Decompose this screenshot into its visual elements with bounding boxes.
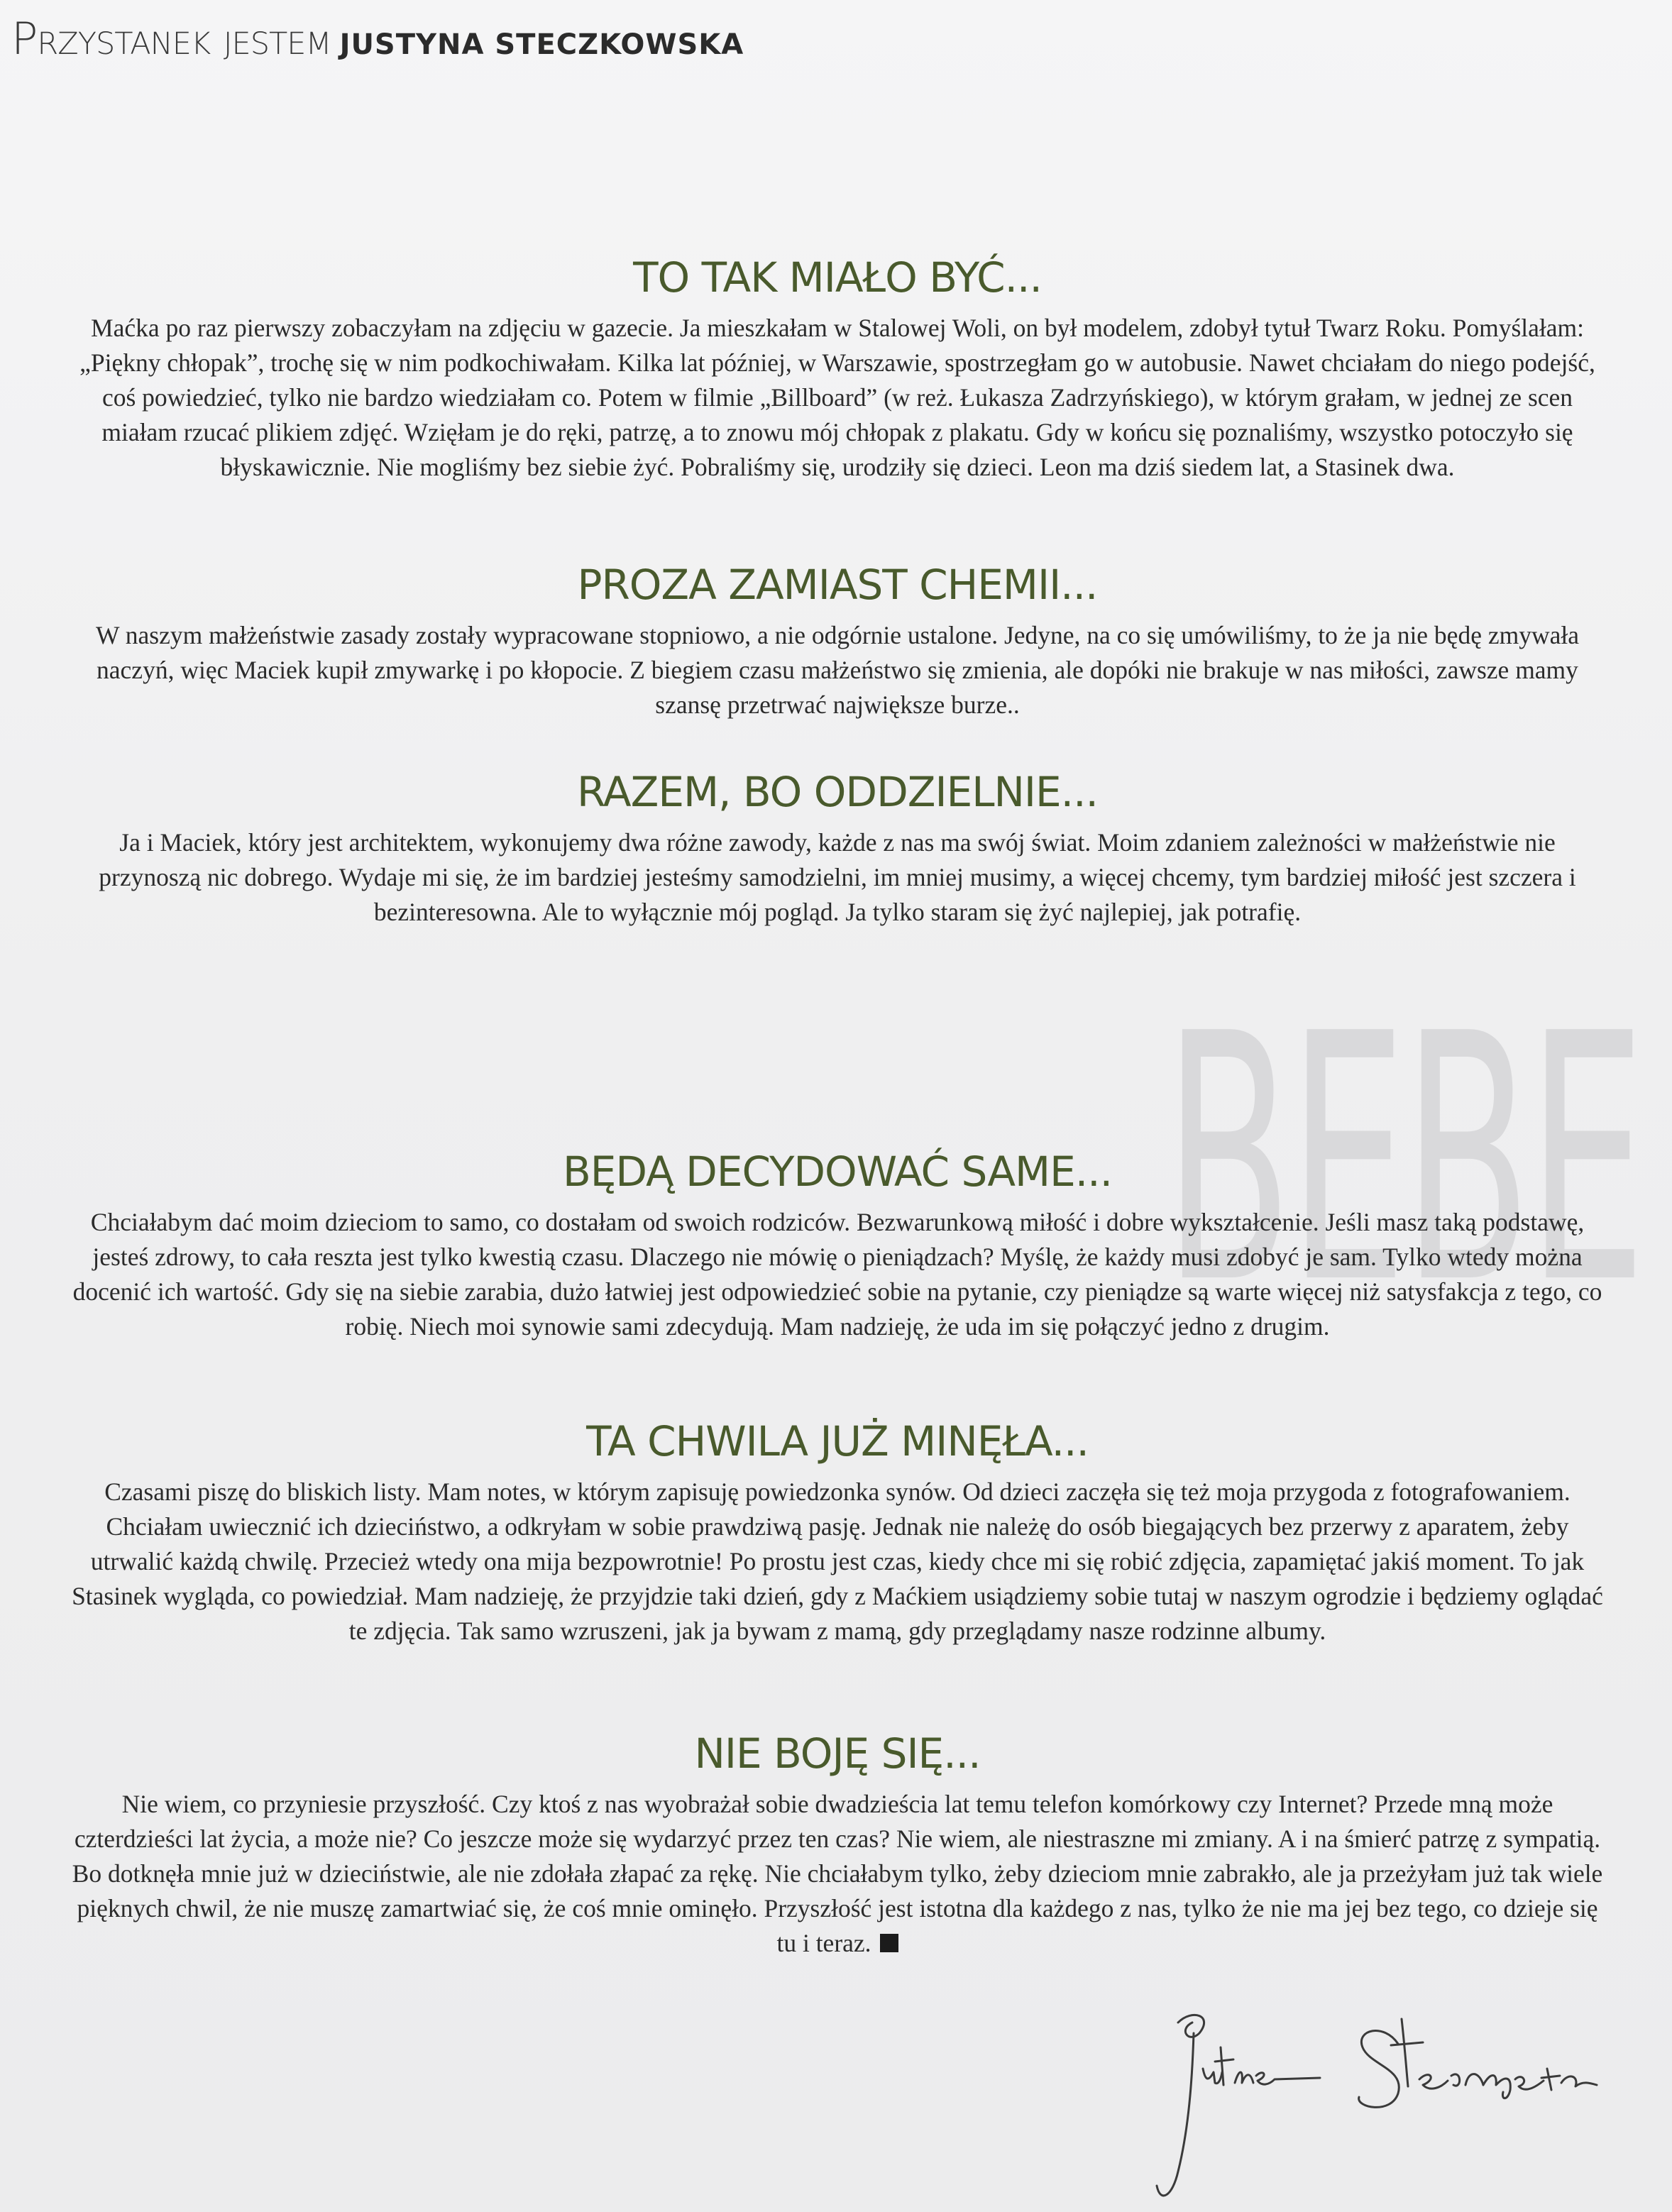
end-of-article-mark — [880, 1934, 898, 1952]
background-watermark: BEBE — [1164, 962, 1642, 1358]
section-text — [71, 1787, 1604, 1961]
series-title: Przystanek jestem — [11, 13, 331, 65]
section-heading: PROZA ZAMIAST CHEMII... — [577, 561, 1098, 609]
author-name: JUSTYNA STECZKOWSKA — [339, 28, 744, 61]
section-heading: BĘDĄ DECYDOWAĆ SAME... — [562, 1148, 1113, 1196]
section-text: Czasami piszę do bliskich listy. Mam notes, w którym zapisuję powiedzonka synów. Od dzieci zaczęła się też moja przygoda z fotografowaniem. Chciałam uwiecznić ich dzieciństwo, a odkryłam w sobie prawdziwą pasję. Jednak nie należę do osób biegających bez przerwy z aparatem, żeby utrwalić każdą chwilę. Przecież wtedy ona mija bezpowrotnie! Po prostu jest czas, kiedy chce mi się robić zdjęcia, zapamiętać jakiś moment. To jak Stasinek wygląda, co powiedział. Mam nadzieję, że przyjdzie taki dzień, gdy z Maćkiem usiądziemy sobie tutaj w naszym ogrodzie i będziemy oglądać te zdjęcia. Tak samo wzruszeni, jak ja bywam z mamą, gdy przeglądamy nasze rodzinne albumy. — [72, 1477, 1603, 1645]
section-ta-chwila-juz-minela — [71, 1419, 1604, 1649]
section-heading: RAZEM, BO ODDZIELNIE... — [576, 768, 1098, 816]
section-text-body: Nie wiem, co przyniesie przyszłość. Czy ktoś z nas wyobrażał sobie dwadzieścia lat temu telefon komórkowy czy Internet? Przede mną może czterdzieści lat życia, a może nie? Co jeszcze może się wydarzyć przez ten czas? Nie wiem, ale niestraszne mi zmiany. A i na śmierć patrzę z sympatią. Bo dotknęła mnie już w dzieciństwie, ale nie zdołała złapać za rękę. Nie chciałabym tylko, żeby dzieciom mnie zabrakło, ale ja przeżyłam już tak wiele pięknych chwil, że nie muszę zamartwiać się, że coś mnie ominęło. Przyszłość jest istotna dla każdego z nas, tylko że nie ma jej bez tego, co dzieje się tu i teraz. — [72, 1789, 1603, 1957]
section-text: Ja i Maciek, który jest architektem, wykonujemy dwa różne zawody, każde z nas ma swój świat. Moim zdaniem zależności w małżeństwie nie przynoszą nic dobrego. Wydaje mi się, że im bardziej jesteśmy samodzielni, im mniej musimy, a więcej chcemy, tym bardziej miłość jest szczera i bezinteresowna. Ale to wyłącznie mój pogląd. Ja tylko staram się żyć najlepiej, jak potrafię. — [99, 827, 1576, 926]
section-heading: NIE BOJĘ SIĘ... — [694, 1729, 981, 1778]
section-nie-boje-sie — [71, 1729, 1604, 1961]
page-header — [11, 13, 744, 65]
section-to-tak-mialo-byc — [71, 255, 1604, 485]
section-text: Maćka po raz pierwszy zobaczyłam na zdjęciu w gazecie. Ja mieszkałam w Stalowej Woli, on był modelem, zdobył tytuł Twarz Roku. Pomyślałam: „Piękny chłopak”, trochę się w nim podkochiwałam. Kilka lat później, w Warszawie, spostrzegłam go w autobusie. Nawet chciałam do niego podejść, coś powiedzieć, tylko nie bardzo wiedziałam co. Potem w filmie „Billboard” (w reż. Łukasza Zadrzyńskiego), w którym grałam, w jednej ze scen miałam rzucać plikiem zdjęć. Wzięłam je do ręki, patrzę, a to znowu mój chłopak z plakatu. Gdy w końcu się poznaliśmy, wszystko potoczyło się błyskawicznie. Nie mogliśmy bez siebie żyć. Pobraliśmy się, urodziły się dzieci. Leon ma dziś siedem lat, a Stasinek dwa. — [79, 313, 1595, 481]
section-heading: TA CHWILA JUŻ MINĘŁA... — [586, 1417, 1089, 1465]
section-heading: TO TAK MIAŁO BYĆ... — [633, 253, 1042, 302]
handwritten-signature — [1150, 2001, 1632, 2212]
section-razem-bo-oddzielnie — [71, 770, 1604, 930]
section-beda-decydowac-same — [71, 1150, 1604, 1344]
section-proza-zamiast-chemii — [71, 563, 1604, 722]
section-text: Chciałabym dać moim dzieciom to samo, co dostałam od swoich rodziców. Bezwarunkową miłość i dobre wykształcenie. Jeśli masz taką podstawę, jesteś zdrowy, to cała reszta jest tylko kwestią czasu. Dlaczego nie mówię o pieniądzach? Myślę, że każdy musi zdobyć je sam. Tylko wtedy można docenić ich wartość. Gdy się na siebie zarabia, dużo łatwiej jest odpowiedzieć sobie na pytanie, czy pieniądze są warte więcej niż satysfakcja z tego, co robię. Niech moi synowie sami zdecydują. Mam nadzieję, że uda im się połączyć jedno z drugim. — [72, 1207, 1602, 1341]
section-text: W naszym małżeństwie zasady zostały wypracowane stopniowo, a nie odgórnie ustalone. Jedyne, na co się umówiliśmy, to że ja nie będę zmywała naczyń, więc Maciek kupił zmywarkę i po kłopocie. Z biegiem czasu małżeństwo się zmienia, ale dopóki nie brakuje w nas miłości, zawsze mamy szansę przetrwać największe burze.. — [96, 620, 1579, 719]
